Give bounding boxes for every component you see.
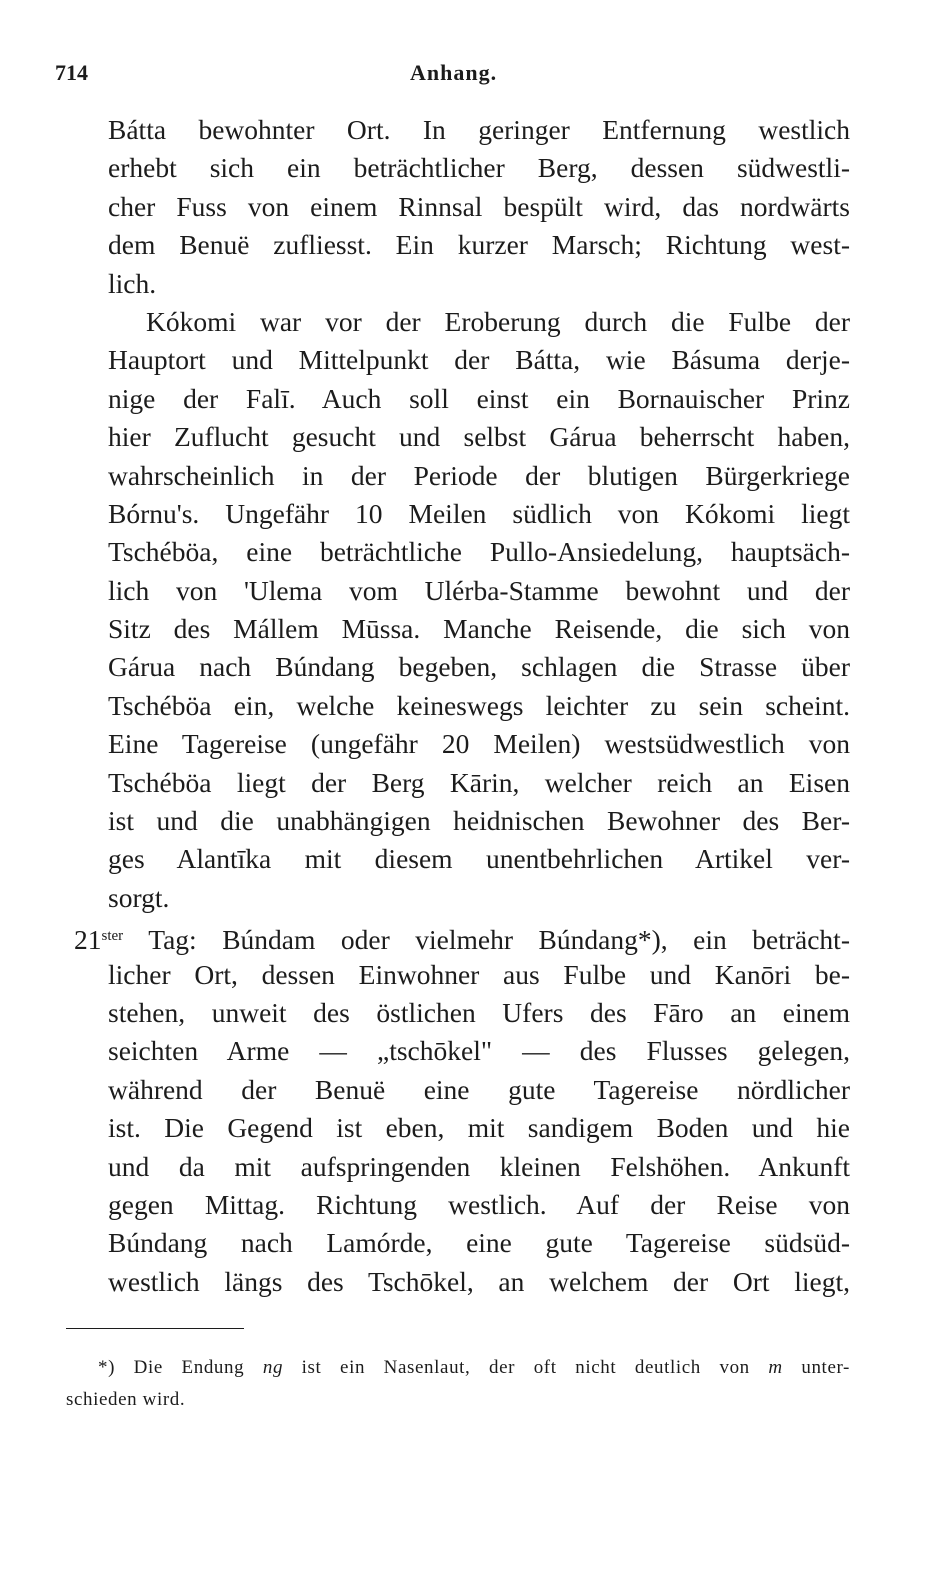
text-line: ist. Die Gegend ist eben, mit sandigem Boden und hie [108,1112,850,1144]
text-line: Búndang nach Lamórde, eine gute Tagereise südsüd- [108,1227,850,1259]
page-header [55,60,855,92]
footnote-rule [66,1328,244,1329]
text-line: ist und die unabhängigen heidnischen Bewohner des Ber- [108,805,850,837]
text-line: hier Zuflucht gesucht und selbst Gárua beherrscht haben, [108,421,850,453]
running-head: Anhang. [410,60,498,85]
text-line: sorgt. [108,881,170,913]
text-line: cher Fuss von einem Rinnsal bespült wird, das nordwärts [108,190,850,222]
footnote-line: schieden wird. [66,1389,186,1410]
text-line: Tschéböa ein, welche keineswegs leichter zu sein scheint. [108,689,850,721]
text-line: lich. [108,267,157,299]
text-line: Tschéböa, eine beträchtliche Pullo-Ansiedelung, hauptsäch- [108,536,850,568]
text-line: während der Benuë eine gute Tagereise nördlicher [108,1073,850,1105]
text-line: Hauptort und Mittelpunkt der Bátta, wie Básuma derje- [108,344,850,376]
day-number: 21 [74,924,102,956]
text-line: Kókomi war vor der Eroberung durch die Fulbe der [146,305,850,337]
text-line: Sitz des Mállem Mūssa. Manche Reisende, die sich von [108,613,850,645]
text-line: Bórnu's. Ungefähr 10 Meilen südlich von Kókomi liegt [108,497,850,529]
text-line: Eine Tagereise (ungefähr 20 Meilen) westsüdwestlich von [108,728,850,760]
text-line: Tag: Búndam oder vielmehr Búndang*), ein beträcht- [148,924,850,956]
text-line: stehen, unweit des östlichen Ufers des Fāro an einem [108,996,850,1028]
text-line: westlich längs des Tschōkel, an welchem der Ort liegt, [108,1265,850,1297]
footnote [66,1352,850,1416]
text-line: Gárua nach Búndang begeben, schlagen die Strasse über [108,651,850,683]
text-line: seichten Arme — „tschōkel" — des Flusses gelegen, [108,1035,850,1067]
day-entry-line [74,917,850,955]
text-line: und da mit aufspringenden kleinen Felshöhen. Ankunft [108,1150,850,1182]
footnote-italic: m [768,1357,783,1378]
text-line: wahrscheinlich in der Periode der blutigen Bürgerkriege [108,459,850,491]
text-line: Tschéböa liegt der Berg Kārin, welcher reich an Eisen [108,766,850,798]
body-text [74,111,850,1301]
text-line: nige der Falī. Auch soll einst ein Bornauischer Prinz [108,382,850,414]
text-line: dem Benuë zufliesst. Ein kurzer Marsch; Richtung west- [108,229,850,261]
text-line: Bátta bewohnter Ort. In geringer Entfernung westlich [108,114,850,145]
text-line: licher Ort, dessen Einwohner aus Fulbe und Kanōri be- [108,958,850,990]
day-suffix: ster [101,928,124,945]
text-line: lich von 'Ulema vom Ulérba-Stamme bewohnt und der [108,574,850,606]
footnote-marker: *) [98,1357,116,1378]
footnote-italic: ng [262,1357,284,1378]
page-number: 714 [55,60,88,85]
text-line: erhebt sich ein beträchtlicher Berg, dessen südwestli- [108,152,850,184]
text-line: gegen Mittag. Richtung westlich. Auf der Reise von [108,1188,850,1220]
footnote-line: *) Die Endung ng ist ein Nasenlaut, der oft nicht deutlich von m unter- [98,1357,850,1378]
text-line: ges Alantīka mit diesem unentbehrlichen Artikel ver- [108,843,850,875]
